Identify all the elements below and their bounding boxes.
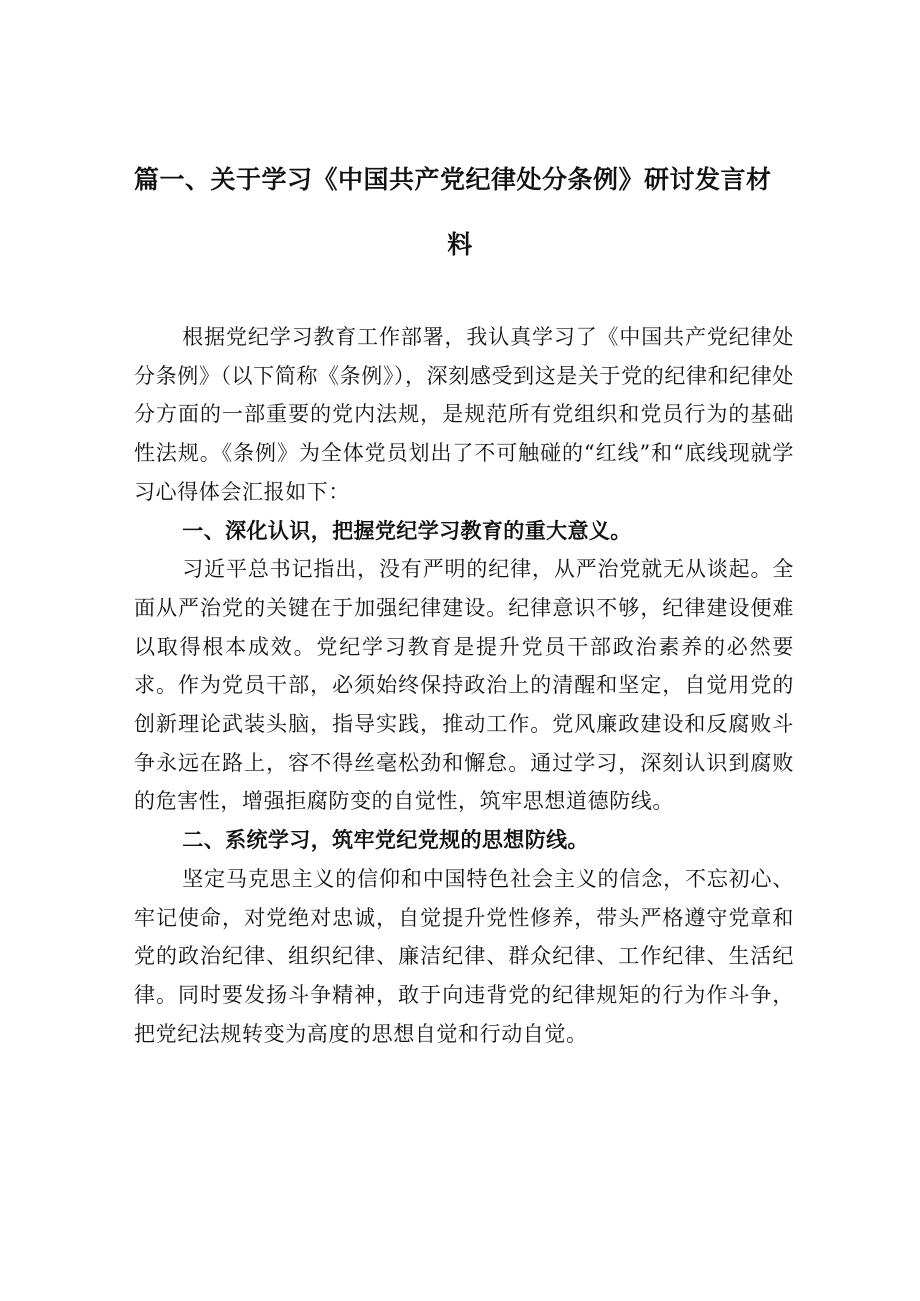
section2-paragraph: 坚定马克思主义的信仰和中国特色社会主义的信念，不忘初心、牢记使命，对党绝对忠诚，自觉提升党性修养，带头严格遵守党章和党的政治纪律、组织纪律、廉洁纪律、群众纪律、工作纪律、生活纪律。同时要发扬斗争精神，敢于向违背党的纪律规矩的行为作斗争，把党纪法规转变为高度的思想自觉和行动自觉。: [134, 866, 794, 1046]
document-body: [134, 318, 794, 1053]
section1-heading: 一、深化认识，把握党纪学习教育的重大意义。: [182, 518, 632, 543]
intro-paragraph: 根据党纪学习教育工作部署，我认真学习了《中国共产党纪律处分条例》（以下简称《条例》），深刻感受到这是关于党的纪律和纪律处分方面的一部重要的党内法规，是规范所有党组织和党员行为的基础性法规。《条例》为全体党员划出了不可触碰的“红线”和“底线现就学习心得体会汇报如下：: [134, 325, 794, 504]
section2-heading: 二、系统学习，筑牢党纪党规的思想防线。: [182, 828, 589, 853]
document-title-line2: 料: [447, 230, 473, 259]
document-title-line1: 篇一、关于学习《中国共产党纪律处分条例》研讨发言材: [134, 165, 772, 194]
section1-paragraph: 习近平总书记指出，没有严明的纪律，从严治党就无从谈起。全面从严治党的关键在于加强纪律建设。纪律意识不够，纪律建设便难以取得根本成效。党纪学习教育是提升党员干部政治素养的必然要求。作为党员干部，必须始终保持政治上的清醒和坚定，自觉用党的创新理论武装头脑，指导实践，推动工作。党风廉政建设和反腐败斗争永远在路上，容不得丝毫松劲和懈怠。通过学习，深刻认识到腐败的危害性，增强拒腐防变的自觉性，筑牢思想道德防线。: [134, 557, 794, 814]
